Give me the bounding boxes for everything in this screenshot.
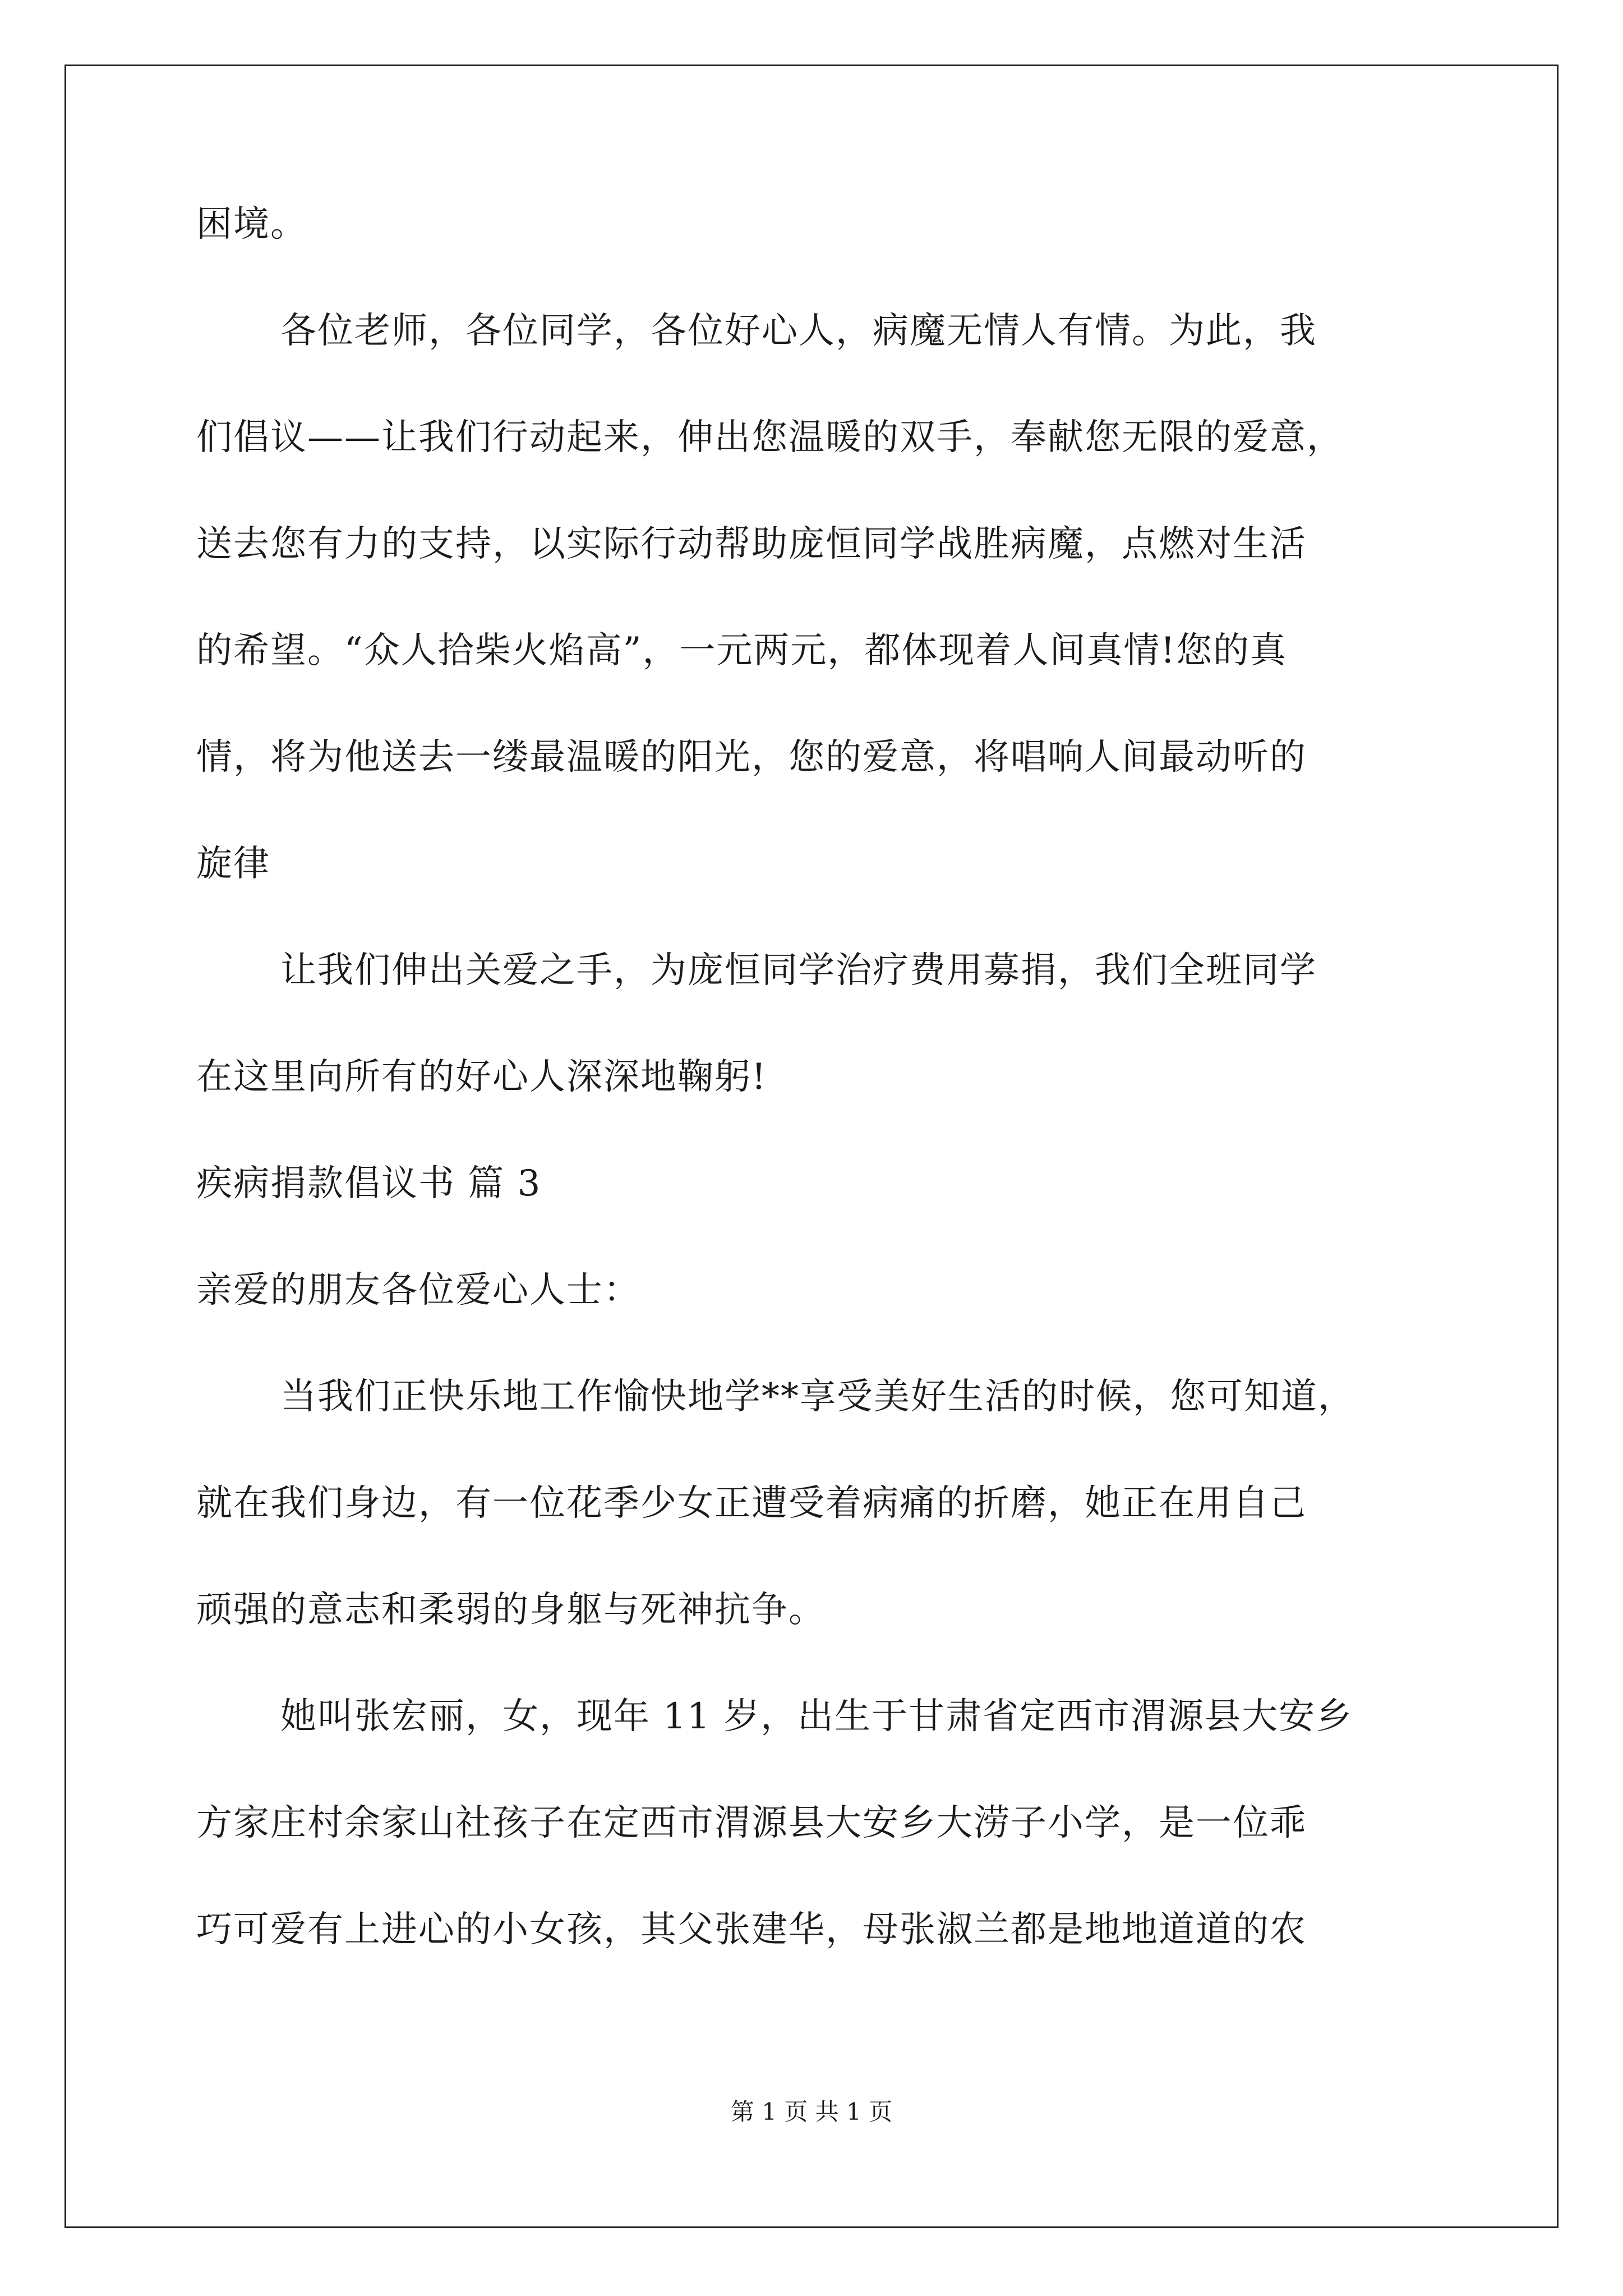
text-line-5: 的希望。“众人拾柴火焰高”，一元两元，都体现着人间真情!您的真 xyxy=(196,630,1288,671)
text-line-15: 她叫张宏丽，女，现年 11 岁，出生于甘肃省定西市渭源县大安乡 xyxy=(280,1696,1353,1737)
text-line-3: 们倡议——让我们行动起来，伸出您温暖的双手，奉献您无限的爱意， xyxy=(196,417,1344,458)
text-line-14: 顽强的意志和柔弱的身躯与死神抗争。 xyxy=(196,1589,826,1631)
text-line-17: 巧可爱有上进心的小女孩，其父张建华，母张淑兰都是地地道道的农 xyxy=(196,1909,1307,1950)
salutation: 亲爱的朋友各位爱心人士： xyxy=(196,1269,640,1311)
text-line-9: 在这里向所有的好心人深深地鞠躬! xyxy=(196,1056,767,1098)
text-line-8: 让我们伸出关爱之手，为庞恒同学治疗费用募捐，我们全班同学 xyxy=(280,950,1317,991)
text-line-16: 方家庄村余家山社孩子在定西市渭源县大安乡大涝子小学，是一位乖 xyxy=(196,1802,1307,1844)
text-line-7: 旋律 xyxy=(196,843,270,885)
text-line-1: 困境。 xyxy=(196,204,307,245)
text-line-12: 当我们正快乐地工作愉快地学**享受美好生活的时候，您可知道， xyxy=(280,1376,1355,1418)
text-line-2: 各位老师，各位同学，各位好心人，病魔无情人有情。为此，我 xyxy=(280,310,1317,352)
text-line-6: 情，将为他送去一缕最温暖的阳光，您的爱意，将唱响人间最动听的 xyxy=(196,737,1307,778)
text-line-4: 送去您有力的支持，以实际行动帮助庞恒同学战胜病魔，点燃对生活 xyxy=(196,523,1307,565)
section-heading: 疾病捐款倡议书 篇 3 xyxy=(196,1163,542,1204)
text-line-13: 就在我们身边，有一位花季少女正遭受着病痛的折磨，她正在用自己 xyxy=(196,1483,1307,1524)
page-number: 第 1 页 共 1 页 xyxy=(730,2098,893,2125)
page-border xyxy=(64,65,1559,2228)
